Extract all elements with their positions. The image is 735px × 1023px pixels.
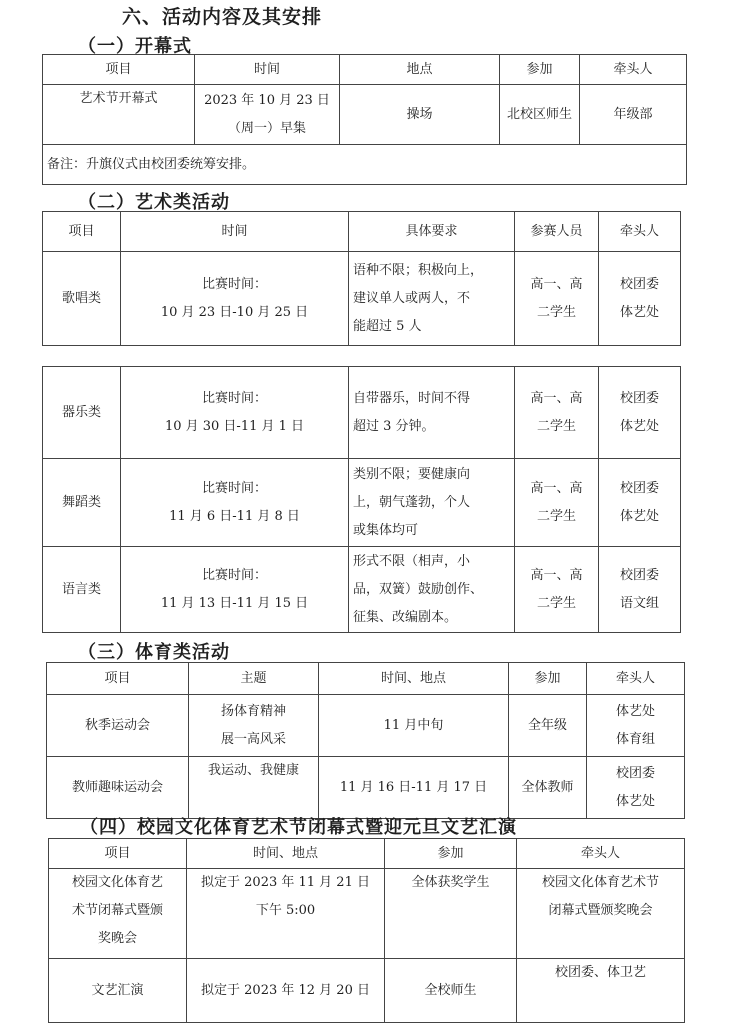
header-cell: 牵头人	[580, 55, 687, 85]
opening-ceremony-table	[42, 54, 687, 185]
opening-ceremony-heading: （一）开幕式	[78, 36, 192, 57]
header-cell: 参赛人员	[515, 212, 599, 252]
arts-activities-heading: （二）艺术类活动	[78, 192, 230, 213]
header-cell: 时间	[121, 212, 349, 252]
table-cell: 舞蹈类	[43, 459, 121, 547]
sports-activities-heading: （三）体育类活动	[78, 642, 230, 663]
table-cell: 全校师生	[385, 959, 517, 1023]
arts-activities-table-continued	[42, 366, 681, 633]
table-cell: 类别不限；要健康向 上，朝气蓬勃，个人 或集体均可	[349, 459, 515, 547]
header-cell: 具体要求	[349, 212, 515, 252]
table-header-row	[43, 212, 681, 252]
header-cell: 牵头人	[587, 663, 685, 695]
table-cell: 校园文化体育艺 术节闭幕式暨颁 奖晚会	[49, 869, 187, 959]
header-cell: 项目	[49, 839, 187, 869]
table-cell: 校园文化体育艺术节 闭幕式暨颁奖晚会	[517, 869, 685, 959]
table-cell: 校团委 体艺处	[599, 252, 681, 346]
header-cell: 主题	[189, 663, 319, 695]
header-cell: 参加	[509, 663, 587, 695]
header-cell: 时间、地点	[187, 839, 385, 869]
header-cell: 项目	[43, 212, 121, 252]
closing-ceremony-heading: （四）校园文化体育艺术节闭幕式暨迎元旦文艺汇演	[80, 817, 517, 838]
header-cell: 参加	[500, 55, 580, 85]
table-row	[43, 547, 681, 633]
table-cell: 自带器乐，时间不得 超过 3 分钟。	[349, 367, 515, 459]
table-cell: 高一、高 二学生	[515, 459, 599, 547]
table-header-row	[47, 663, 685, 695]
table-cell: 我运动、我健康	[189, 757, 319, 819]
table-cell: 11 月中旬	[319, 695, 509, 757]
table-cell: 拟定于 2023 年 11 月 21 日 下午 5:00	[187, 869, 385, 959]
table-cell: 11 月 16 日-11 月 17 日	[319, 757, 509, 819]
table-cell: 高一、高 二学生	[515, 367, 599, 459]
note-cell: 备注：升旗仪式由校团委统筹安排。	[43, 145, 687, 185]
section-title: 六、活动内容及其安排	[122, 6, 323, 28]
table-cell: 文艺汇演	[49, 959, 187, 1023]
table-cell: 形式不限（相声，小 品，双簧）鼓励创作、 征集、改编剧本。	[349, 547, 515, 633]
table-cell: 器乐类	[43, 367, 121, 459]
header-cell: 地点	[340, 55, 500, 85]
table-cell: 全体获奖学生	[385, 869, 517, 959]
table-row	[43, 367, 681, 459]
table-cell: 校团委、体卫艺	[517, 959, 685, 1023]
table-cell: 操场	[340, 85, 500, 145]
table-cell: 年级部	[580, 85, 687, 145]
table-cell: 高一、高 二学生	[515, 547, 599, 633]
table-header-row	[43, 55, 687, 85]
table-cell: 艺术节开幕式	[43, 85, 195, 145]
note-row	[43, 145, 687, 185]
table-cell: 体艺处 体育组	[587, 695, 685, 757]
table-cell: 校团委 体艺处	[587, 757, 685, 819]
table-header-row	[49, 839, 685, 869]
table-row	[47, 695, 685, 757]
table-cell: 高一、高 二学生	[515, 252, 599, 346]
header-cell: 项目	[43, 55, 195, 85]
header-cell: 时间	[195, 55, 340, 85]
table-cell: 全年级	[509, 695, 587, 757]
arts-activities-table	[42, 211, 681, 346]
table-cell: 教师趣味运动会	[47, 757, 189, 819]
table-cell: 语言类	[43, 547, 121, 633]
table-cell: 歌唱类	[43, 252, 121, 346]
header-cell: 牵头人	[517, 839, 685, 869]
table-cell: 秋季运动会	[47, 695, 189, 757]
table-row	[49, 869, 685, 959]
table-row	[47, 757, 685, 819]
table-cell: 全体教师	[509, 757, 587, 819]
header-cell: 时间、地点	[319, 663, 509, 695]
table-cell: 比赛时间： 10 月 30 日-11 月 1 日	[121, 367, 349, 459]
table-cell: 校团委 体艺处	[599, 367, 681, 459]
table-row	[43, 459, 681, 547]
table-row	[43, 85, 687, 145]
table-cell: 校团委 体艺处	[599, 459, 681, 547]
sports-activities-table	[46, 662, 685, 819]
closing-ceremony-table	[48, 838, 685, 1023]
header-cell: 参加	[385, 839, 517, 869]
table-row	[43, 252, 681, 346]
table-cell: 2023 年 10 月 23 日 （周一）早集	[195, 85, 340, 145]
table-cell: 比赛时间： 11 月 13 日-11 月 15 日	[121, 547, 349, 633]
table-cell: 校团委 语文组	[599, 547, 681, 633]
table-cell: 拟定于 2023 年 12 月 20 日	[187, 959, 385, 1023]
table-cell: 语种不限；积极向上， 建议单人或两人，不 能超过 5 人	[349, 252, 515, 346]
table-cell: 扬体育精神 展一高风采	[189, 695, 319, 757]
table-cell: 比赛时间： 10 月 23 日-10 月 25 日	[121, 252, 349, 346]
header-cell: 项目	[47, 663, 189, 695]
header-cell: 牵头人	[599, 212, 681, 252]
table-cell: 比赛时间： 11 月 6 日-11 月 8 日	[121, 459, 349, 547]
table-cell: 北校区师生	[500, 85, 580, 145]
